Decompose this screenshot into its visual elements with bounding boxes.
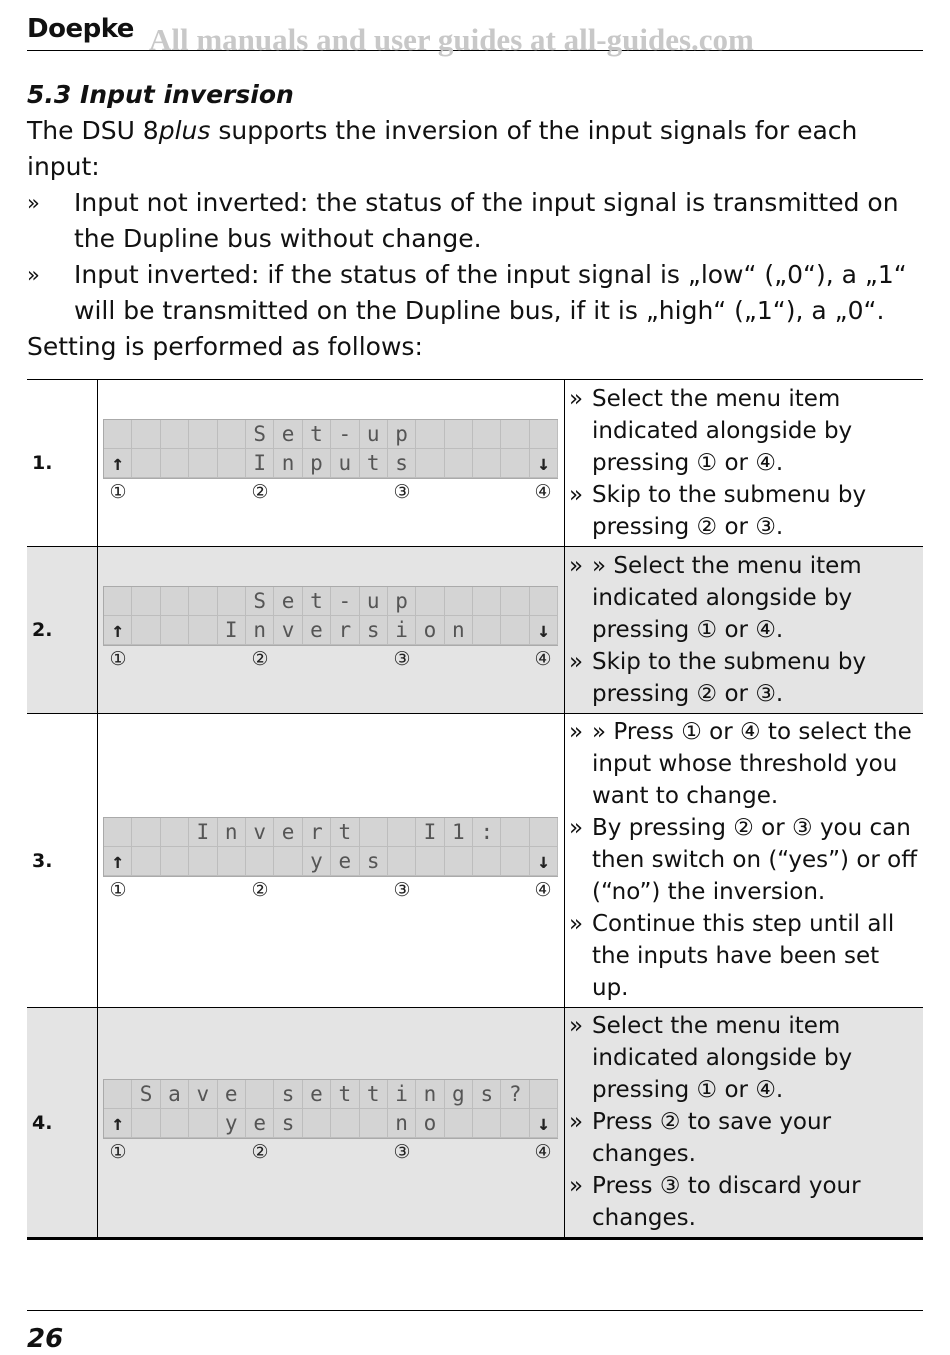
lcd-char xyxy=(445,420,473,449)
lcd-display xyxy=(103,1079,558,1167)
intro-text-italic: plus xyxy=(158,116,211,145)
description-text: By pressing ② or ③ you can then switch on (“yes”) or off (“no”) the inversion. xyxy=(592,815,918,905)
lcd-char xyxy=(473,847,501,876)
lcd-char: o xyxy=(416,1109,444,1138)
description-text: » Select the menu item indicated alongside by pressing ① or ④. xyxy=(592,552,862,643)
lcd-char xyxy=(360,1109,388,1138)
lcd-char: e xyxy=(303,1080,331,1109)
lcd-char: s xyxy=(388,449,416,478)
lcd-display-cell xyxy=(98,1008,565,1239)
lcd-char xyxy=(104,818,132,847)
lcd-char: e xyxy=(246,1109,274,1138)
lcd-char: e xyxy=(331,847,359,876)
description-text: Select the menu item indicated alongside by pressing ① or ④. xyxy=(592,385,853,476)
lcd-char xyxy=(161,449,189,478)
lcd-char xyxy=(303,1109,331,1138)
button-label-2: ② xyxy=(251,481,269,503)
bullet-marker: » xyxy=(27,191,40,215)
lcd-char: e xyxy=(274,587,302,616)
lcd-char: I xyxy=(189,818,217,847)
step-row xyxy=(27,1008,923,1239)
lcd-char xyxy=(132,847,160,876)
lcd-char: p xyxy=(303,449,331,478)
description-item xyxy=(569,383,919,479)
button-label-3: ③ xyxy=(393,1140,411,1163)
lcd-char xyxy=(501,818,529,847)
lcd-char xyxy=(218,847,246,876)
bullet-marker: » xyxy=(569,385,584,412)
section-content xyxy=(27,80,923,365)
button-label-3: ③ xyxy=(393,648,411,670)
bullet-marker: » xyxy=(569,1173,584,1199)
lcd-char xyxy=(161,1109,189,1138)
lcd-char xyxy=(132,1109,160,1138)
lcd-char: I xyxy=(416,818,444,847)
lcd-char: ↓ xyxy=(530,616,558,645)
lcd-char: y xyxy=(303,847,331,876)
lcd-char: ↑ xyxy=(104,449,132,478)
lcd-char: ↑ xyxy=(104,616,132,645)
bullet-marker: » xyxy=(27,263,40,287)
step-number: 1. xyxy=(27,380,98,547)
lcd-char xyxy=(246,847,274,876)
lcd-char: t xyxy=(360,449,388,478)
lcd-char xyxy=(104,420,132,449)
lcd-char: e xyxy=(218,1080,246,1109)
lcd-char xyxy=(473,616,501,645)
lcd-char: ↓ xyxy=(530,1109,558,1138)
lcd-char: a xyxy=(161,1080,189,1109)
step-number: 3. xyxy=(27,714,98,1008)
lcd-char: s xyxy=(274,1080,302,1109)
lcd-char xyxy=(132,420,160,449)
lcd-char xyxy=(473,1109,501,1138)
lcd-char: S xyxy=(132,1080,160,1109)
lcd-char xyxy=(530,818,558,847)
lcd-char xyxy=(501,587,529,616)
lcd-display-cell xyxy=(98,380,565,547)
lcd-char: y xyxy=(218,1109,246,1138)
lcd-char xyxy=(416,847,444,876)
page-number: 26 xyxy=(27,1324,64,1354)
lcd-char xyxy=(218,587,246,616)
lcd-char: v xyxy=(189,1080,217,1109)
list-item xyxy=(27,257,923,329)
lcd-char xyxy=(132,616,160,645)
lcd-char: t xyxy=(331,818,359,847)
lcd-char xyxy=(530,420,558,449)
lcd-char: e xyxy=(303,616,331,645)
lcd-char xyxy=(501,847,529,876)
intro-paragraph xyxy=(27,113,923,185)
description-item xyxy=(569,550,919,646)
lcd-char: n xyxy=(274,449,302,478)
bullet-marker: » xyxy=(569,1013,584,1039)
lcd-grid xyxy=(103,1079,558,1139)
button-label-4: ④ xyxy=(534,1140,552,1163)
lcd-display-cell xyxy=(98,547,565,714)
lcd-char xyxy=(331,1109,359,1138)
lcd-char: s xyxy=(360,847,388,876)
lcd-char xyxy=(388,847,416,876)
lcd-char: t xyxy=(303,587,331,616)
lcd-char xyxy=(189,616,217,645)
lcd-char xyxy=(416,587,444,616)
lcd-char xyxy=(189,587,217,616)
lcd-display xyxy=(103,586,558,674)
button-label-4: ④ xyxy=(534,878,552,901)
intro-text-start: The DSU 8 xyxy=(27,116,159,145)
lcd-char: t xyxy=(331,1080,359,1109)
description-item xyxy=(569,812,919,908)
lcd-char: r xyxy=(303,818,331,847)
step-row xyxy=(27,547,923,714)
lcd-display-cell xyxy=(98,714,565,1008)
button-label-3: ③ xyxy=(393,481,411,503)
lcd-char: s xyxy=(473,1080,501,1109)
description-item xyxy=(569,908,919,1004)
step-number: 4. xyxy=(27,1008,98,1239)
lcd-char xyxy=(161,420,189,449)
lcd-char xyxy=(445,1109,473,1138)
lcd-char xyxy=(189,1109,217,1138)
lcd-char: - xyxy=(331,420,359,449)
lcd-char: ↓ xyxy=(530,847,558,876)
lcd-char: : xyxy=(473,818,501,847)
page-header xyxy=(27,8,923,57)
lcd-char xyxy=(416,449,444,478)
lcd-char xyxy=(360,818,388,847)
lcd-char: t xyxy=(360,1080,388,1109)
button-labels xyxy=(103,648,558,674)
lcd-display xyxy=(103,817,558,905)
intro-text-end: supports the inversion of the input signals for each input: xyxy=(27,116,858,181)
step-description xyxy=(565,547,924,714)
step-row xyxy=(27,380,923,547)
bullet-marker: » xyxy=(569,911,584,937)
lcd-char: s xyxy=(274,1109,302,1138)
lcd-grid xyxy=(103,817,558,877)
lcd-char: u xyxy=(331,449,359,478)
lcd-char xyxy=(530,587,558,616)
description-item xyxy=(569,716,919,812)
bullet-marker: » xyxy=(569,719,584,745)
lcd-char: i xyxy=(388,1080,416,1109)
lcd-char: n xyxy=(416,1080,444,1109)
description-item xyxy=(569,1106,919,1170)
lcd-char: 1 xyxy=(445,818,473,847)
outro-paragraph: Setting is performed as follows: xyxy=(27,332,423,361)
lcd-char: ? xyxy=(501,1080,529,1109)
lcd-char: - xyxy=(331,587,359,616)
lcd-grid xyxy=(103,419,558,479)
lcd-char: S xyxy=(246,420,274,449)
lcd-char: ↑ xyxy=(104,1109,132,1138)
step-description xyxy=(565,1008,924,1239)
steps-table xyxy=(27,379,923,1240)
bullet-marker: » xyxy=(569,815,584,841)
button-label-2: ② xyxy=(251,648,269,670)
step-row xyxy=(27,714,923,1008)
bullet-marker: » xyxy=(569,552,584,579)
bullet-marker: » xyxy=(569,1109,584,1135)
bullet-text: Input not inverted: the status of the input signal is transmitted on the Dupline bus without change. xyxy=(74,188,899,253)
lcd-char xyxy=(132,587,160,616)
lcd-char xyxy=(501,616,529,645)
description-text: Press ② to save your changes. xyxy=(592,1109,832,1167)
lcd-char: g xyxy=(445,1080,473,1109)
lcd-char: r xyxy=(331,616,359,645)
description-item xyxy=(569,646,919,710)
lcd-char xyxy=(388,818,416,847)
lcd-char: i xyxy=(388,616,416,645)
lcd-char: n xyxy=(388,1109,416,1138)
lcd-char: e xyxy=(274,420,302,449)
description-text: Press ③ to discard your changes. xyxy=(592,1173,861,1231)
lcd-char: s xyxy=(360,616,388,645)
lcd-char xyxy=(530,1080,558,1109)
list-item xyxy=(27,185,923,257)
lcd-char: p xyxy=(388,587,416,616)
lcd-char: v xyxy=(246,818,274,847)
lcd-char: p xyxy=(388,420,416,449)
button-label-2: ② xyxy=(251,878,269,901)
lcd-char xyxy=(445,449,473,478)
step-description xyxy=(565,380,924,547)
bullet-list xyxy=(27,185,923,329)
lcd-char xyxy=(189,847,217,876)
lcd-char: I xyxy=(246,449,274,478)
lcd-char xyxy=(161,847,189,876)
footer-divider xyxy=(27,1310,923,1311)
lcd-grid xyxy=(103,586,558,646)
lcd-char xyxy=(501,420,529,449)
lcd-char: u xyxy=(360,420,388,449)
lcd-char: ↑ xyxy=(104,847,132,876)
description-text: » Press ① or ④ to select the input whose threshold you want to change. xyxy=(592,719,912,809)
lcd-char: S xyxy=(246,587,274,616)
lcd-char xyxy=(274,847,302,876)
lcd-char xyxy=(473,420,501,449)
button-labels xyxy=(103,1141,558,1167)
step-number: 2. xyxy=(27,547,98,714)
step-description xyxy=(565,714,924,1008)
lcd-char xyxy=(416,420,444,449)
button-label-3: ③ xyxy=(393,878,411,901)
description-text: Skip to the submenu by pressing ② or ③. xyxy=(592,481,867,540)
lcd-char: u xyxy=(360,587,388,616)
bullet-marker: » xyxy=(569,648,584,675)
bullet-marker: » xyxy=(569,481,584,508)
lcd-char xyxy=(445,587,473,616)
lcd-char xyxy=(189,449,217,478)
lcd-char xyxy=(161,818,189,847)
lcd-char xyxy=(132,818,160,847)
button-labels xyxy=(103,481,558,507)
lcd-char: n xyxy=(445,616,473,645)
lcd-char: n xyxy=(246,616,274,645)
lcd-char xyxy=(104,587,132,616)
description-item xyxy=(569,1170,919,1234)
lcd-char: n xyxy=(218,818,246,847)
button-label-1: ① xyxy=(109,1140,127,1163)
lcd-char xyxy=(246,1080,274,1109)
button-labels xyxy=(103,879,558,905)
button-label-1: ① xyxy=(109,481,127,503)
lcd-char: v xyxy=(274,616,302,645)
lcd-char: I xyxy=(218,616,246,645)
lcd-char xyxy=(218,449,246,478)
lcd-char: e xyxy=(274,818,302,847)
bullet-text: Input inverted: if the status of the input signal is „low“ („0“), a „1“ will be transmitted on the Dupline bus, if it is „high“ („1“), a „0“. xyxy=(74,260,907,325)
button-label-2: ② xyxy=(251,1140,269,1163)
button-label-4: ④ xyxy=(534,481,552,503)
lcd-char xyxy=(104,1080,132,1109)
button-label-4: ④ xyxy=(534,648,552,670)
lcd-char: ↓ xyxy=(530,449,558,478)
watermark: All manuals and user guides at all-guides.com xyxy=(149,22,754,57)
button-label-1: ① xyxy=(109,878,127,901)
lcd-char xyxy=(161,616,189,645)
lcd-char xyxy=(218,420,246,449)
lcd-char xyxy=(501,1109,529,1138)
brand-logo: Doepke xyxy=(27,14,134,44)
lcd-char xyxy=(445,847,473,876)
lcd-char: o xyxy=(416,616,444,645)
button-label-1: ① xyxy=(109,648,127,670)
lcd-char: t xyxy=(303,420,331,449)
lcd-char xyxy=(161,587,189,616)
description-item xyxy=(569,479,919,543)
section-title: 5.3 Input inversion xyxy=(27,80,294,109)
description-text: Select the menu item indicated alongside by pressing ① or ④. xyxy=(592,1013,853,1103)
lcd-char xyxy=(473,587,501,616)
lcd-char xyxy=(501,449,529,478)
lcd-char xyxy=(189,420,217,449)
description-item xyxy=(569,1010,919,1106)
lcd-char xyxy=(132,449,160,478)
lcd-char xyxy=(473,449,501,478)
lcd-display xyxy=(103,419,558,507)
description-text: Skip to the submenu by pressing ② or ③. xyxy=(592,648,867,707)
description-text: Continue this step until all the inputs have been set up. xyxy=(592,911,895,1001)
